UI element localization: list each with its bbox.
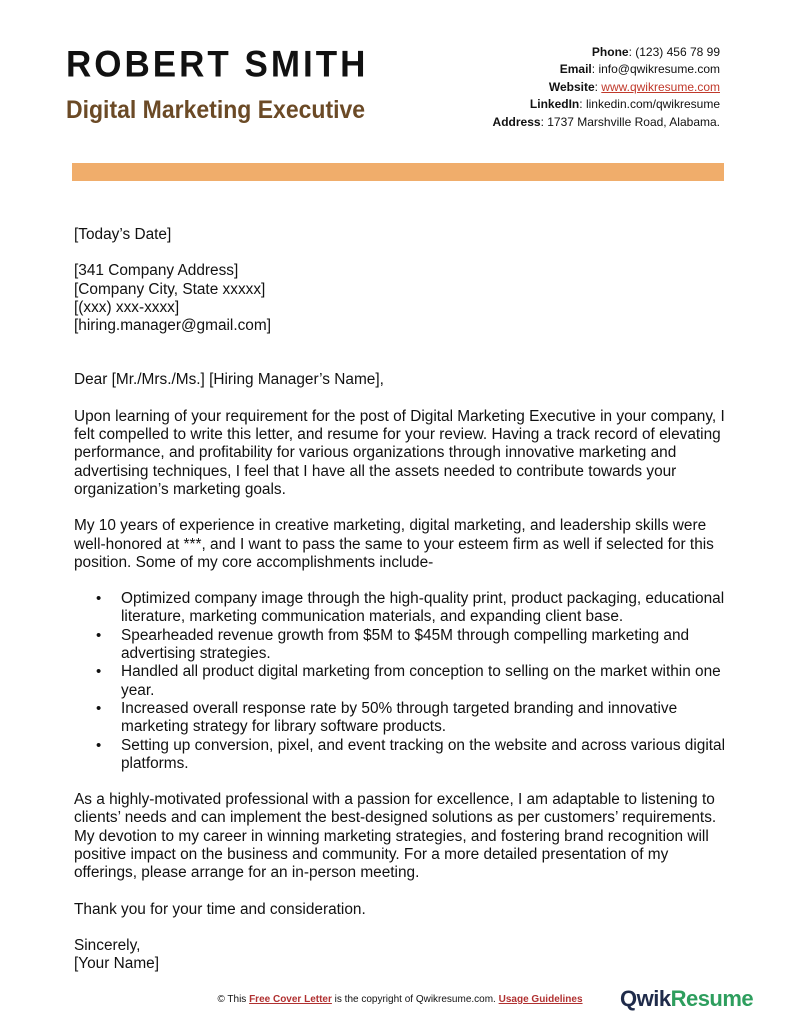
- usage-guidelines-link[interactable]: Usage Guidelines: [498, 994, 583, 1005]
- list-item: • Spearheaded revenue growth from $5M to $45M through compelling marketing and advertising strategies.: [121, 627, 734, 664]
- letter-date: [Today’s Date]: [74, 226, 172, 243]
- contact-website: Website: www.qwikresume.com: [548, 79, 720, 94]
- contact-label: Email: [559, 62, 592, 77]
- contact-linkedin: LinkedIn: linkedin.com/qwikresume: [529, 97, 720, 112]
- logo-part-resume: Resume: [670, 986, 754, 1011]
- candidate-name: ROBERT SMITH: [66, 44, 369, 85]
- address-line: [341 Company Address]: [74, 262, 239, 280]
- contact-phone: Phone: (123) 456 78 99: [591, 45, 720, 59]
- thanks-line: Thank you for your time and consideration.: [74, 900, 366, 918]
- list-item: • Optimized company image through the high-quality print, product packaging, educational literature, marketing communication materials, and expanding client base.: [121, 590, 734, 627]
- list-item: • Increased overall response rate by 50% through targeted branding and innovative marketing strategy for library software products.: [121, 700, 734, 737]
- contact-email: Email: info@qwikresume.com: [559, 62, 720, 77]
- contact-value: linkedin.com/qwikresume: [585, 97, 720, 112]
- contact-label: Address: [492, 114, 541, 129]
- contact-address: Address: 1737 Marshville Road, Alabama.: [492, 114, 720, 129]
- paragraph-experience: My 10 years of experience in creative marketing, digital marketing, and leadership skills were well-honored at ***, and I want to pass the same to your esteem firm as well if selected for this position. Some of my core accomplishments include-: [74, 517, 714, 571]
- list-item: • Handled all product digital marketing from conception to selling on the market within one year.: [121, 663, 734, 700]
- free-cover-letter-link[interactable]: Free Cover Letter: [249, 994, 332, 1005]
- resume-header: [66, 44, 726, 144]
- address-line: [Company City, State xxxxx]: [74, 280, 266, 298]
- contact-label: Phone: [591, 45, 629, 59]
- contact-label: Website: [548, 79, 595, 94]
- accomplishments-list: [74, 590, 734, 773]
- salutation: Dear [Mr./Mrs./Ms.] [Hiring Manager’s Name],: [74, 371, 384, 389]
- contact-value: info@qwikresume.com: [598, 62, 720, 77]
- closing: Sincerely,: [74, 936, 141, 954]
- accent-divider: [72, 163, 724, 181]
- recipient-address: [74, 262, 734, 335]
- contact-value: (123) 456 78 99: [635, 45, 720, 59]
- logo-part-qwik: Qwik: [620, 986, 671, 1011]
- qwikresume-logo: [620, 986, 753, 1012]
- contact-block: [493, 44, 720, 131]
- footer-middle: is the copyright of Qwikresume.com.: [331, 994, 499, 1005]
- contact-value: 1737 Marshville Road, Alabama.: [547, 114, 720, 129]
- contact-label: LinkedIn: [529, 97, 580, 112]
- job-title: Digital Marketing Executive: [66, 96, 366, 124]
- paragraph-closing: As a highly-motivated professional with a passion for excellence, I am adaptable to listening to clients’ needs and can implement the best-designed solutions as per customers’ requirements. My devotion to my career in winning marketing strategies, and fostering brand recognition will positive impact on the business and community. For a more detailed presentation of my offerings, please arrange for an in-person meeting.: [74, 791, 717, 882]
- signature: [Your Name]: [74, 955, 159, 973]
- list-item: • Setting up conversion, pixel, and event tracking on the website and across various digital platforms.: [121, 737, 734, 774]
- address-line: [hiring.manager@gmail.com]: [74, 317, 271, 335]
- letter-body: [74, 226, 734, 974]
- website-link[interactable]: www.qwikresume.com: [601, 79, 720, 94]
- footer-prefix: © This: [217, 994, 250, 1005]
- address-line: [(xxx) xxx-xxxx]: [74, 298, 180, 316]
- paragraph-intro: Upon learning of your requirement for the post of Digital Marketing Executive in your company, I felt compelled to write this letter, and resume for your review. Having a track record of elevating performance, and profitability for various organizations through innovative marketing and advertising techniques, I feel that I have all the assets needed to contribute towards your organization’s marketing goals.: [74, 407, 725, 498]
